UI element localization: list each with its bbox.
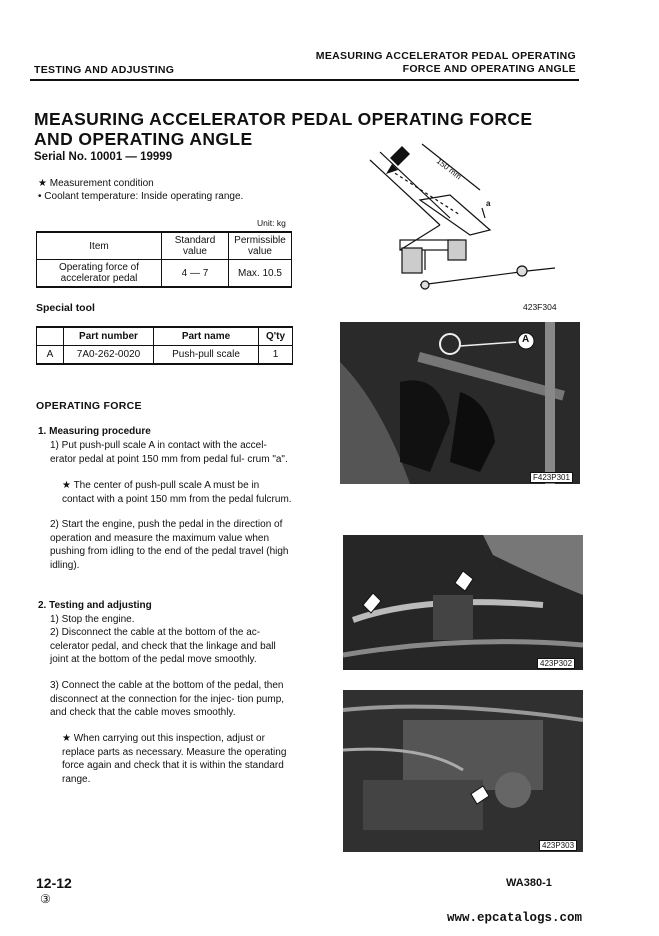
model-name: WA380-1 [506,877,552,889]
page-title-line1: MEASURING ACCELERATOR PEDAL OPERATING FORCE [34,109,533,129]
site-url[interactable]: www.epcatalogs.com [447,911,583,925]
push-arrow-icon [390,146,410,166]
spec-table-row [37,260,292,288]
header-topic-line1: MEASURING ACCELERATOR PEDAL OPERATING [315,50,576,62]
tool-cell-symbol: A [37,346,64,365]
testing-step-1: 1) Stop the engine. [50,614,135,625]
photo3-caption: 423P303 [539,840,577,851]
tool-cell-qty: 1 [259,346,293,365]
page-revision: ③ [40,892,51,906]
spec-cell-standard: 4 — 7 [162,260,229,288]
tool-header-qty: Q'ty [259,327,293,346]
photo-scale-label: A [522,334,530,345]
testing-step-3: 3) Connect the cable at the bottom of the pedal, then disconnect at the connection for the injec- tion pump, and check that the cable moves smoothly. [50,680,285,718]
diagram-caption: 423F304 [523,302,557,312]
pedal-arm [370,160,440,225]
spec-cell-permissible: Max. 10.5 [229,260,292,288]
special-tool-heading: Special tool [36,302,95,314]
spec-header-standard: Standard value [162,232,229,260]
testing-note: ★ When carrying out this inspection, adjust or replace parts as necessary. Measure the operating force again and check that it is within the standard range. [62,733,287,785]
measurement-condition: ★ Measurement condition [38,178,154,189]
header-topic [316,50,576,76]
testing-step-2: 2) Disconnect the cable at the bottom of the ac- celerator pedal, and check that the linkage and ball joint at the bottom of the pedal move smoothly. [50,627,276,665]
tool-header-part-number: Part number [64,327,154,346]
tool-table-row [37,346,293,365]
photo-pedal-scale [340,322,580,484]
measuring-step-2: 2) Start the engine, push the pedal in the direction of operation and measure the maximum value when pushing from idling to the end of the pedal travel (high idling). [50,519,289,571]
spec-cell-item: Operating force of accelerator pedal [37,260,162,288]
tool-cell-part-number: 7A0-262-0020 [64,346,154,365]
photo-cable-linkage [343,535,583,670]
pedal-diagram [340,140,580,300]
tool-header-part-name: Part name [154,327,259,346]
spec-header-item: Item [37,232,162,260]
photo2-caption: 423P302 [537,658,575,669]
coolant-condition: • Coolant temperature: Inside operating range. [38,191,244,202]
header-topic-line2: FORCE AND OPERATING ANGLE [402,63,576,75]
spec-table [36,231,292,288]
tool-table-header [37,327,293,346]
photo1-caption: F423P301 [530,472,573,483]
header-section-title: TESTING AND ADJUSTING [34,64,175,76]
measuring-step-1: 1) Put push-pull scale A in contact with the accel- erator pedal at point 150 mm from pedal ful- crum "a". [50,440,288,465]
pedal-plate [420,195,490,235]
special-tool-table [36,326,293,365]
linkage-rod [420,272,520,285]
operating-force-heading: OPERATING FORCE [36,400,142,412]
fulcrum-label: a [486,199,491,208]
page-title-line2: AND OPERATING ANGLE [34,129,253,149]
measuring-note: ★ The center of push-pull scale A must be in contact with a point 150 mm from the pedal fulcrum. [62,480,292,505]
testing-adjusting-heading: 2. Testing and adjusting [38,600,152,611]
dimension-label: 150 mm [434,156,464,182]
serial-number: Serial No. 10001 — 19999 [34,151,173,163]
spec-header-permissible: Permissible value [229,232,292,260]
tool-cell-part-name: Push-pull scale [154,346,259,365]
tool-header-symbol [37,327,64,346]
header-rule [30,79,579,81]
photo-injection-pump [343,690,583,852]
spec-table-header [37,232,292,260]
unit-label: Unit: kg [257,218,286,228]
page-number: 12-12 [36,875,72,891]
measuring-procedure-heading: 1. Measuring procedure [38,426,151,437]
